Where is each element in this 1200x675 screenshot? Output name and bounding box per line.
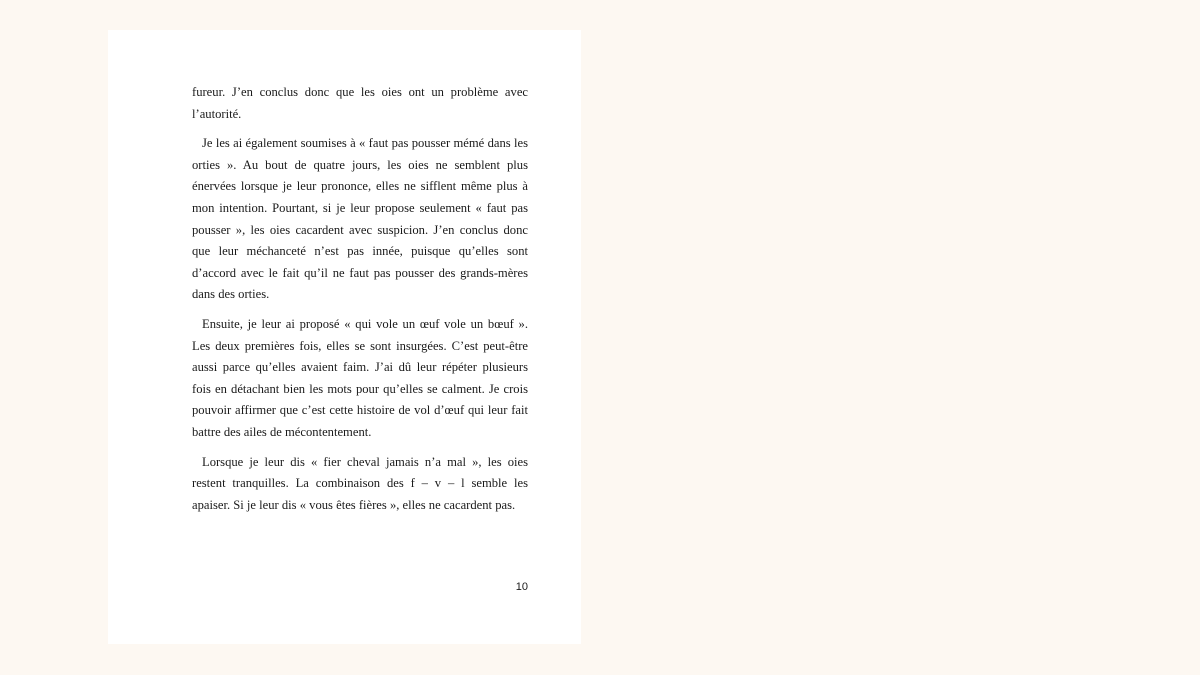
paragraph-3: Ensuite, je leur ai proposé « qui vole un œuf vole un bœuf ». Les deux premières fois, elles se sont insurgées. C’est peut-être aussi parce qu’elles avaient faim. J’ai dû leur répéter plusieurs fois en détachant bien les mots pour qu’elles se calment. Je crois pouvoir affirmer que c’est cette histoire de vol d’œuf qui leur fait battre des ailes de mécontentement. xyxy=(192,316,528,439)
document-page xyxy=(108,30,581,644)
page-number: 10 xyxy=(515,581,528,593)
paragraph-4: Lorsque je leur dis « fier cheval jamais n’a mal », les oies restent tranquilles. La combinaison des f – v – l semble les apaiser. Si je leur dis « vous êtes fières », elles ne cacardent pas. xyxy=(192,454,528,512)
paragraph-1: fureur. J’en conclus donc que les oies ont un problème avec l’autorité. xyxy=(192,85,528,121)
body-text xyxy=(192,82,528,524)
paragraph-2: Je les ai également soumises à « faut pas pousser mémé dans les orties ». Au bout de quatre jours, les oies ne semblent plus énervées lorsque je leur prononce, elles ne sifflent même plus à mon intention. Pourtant, si je leur propose seulement « faut pas pousser », les oies cacardent avec suspicion. J’en conclus donc que leur méchanceté n’est pas innée, puisque qu’elles sont d’accord avec le fait qu’il ne faut pas pousser des grands-mères dans des orties. xyxy=(192,136,528,302)
